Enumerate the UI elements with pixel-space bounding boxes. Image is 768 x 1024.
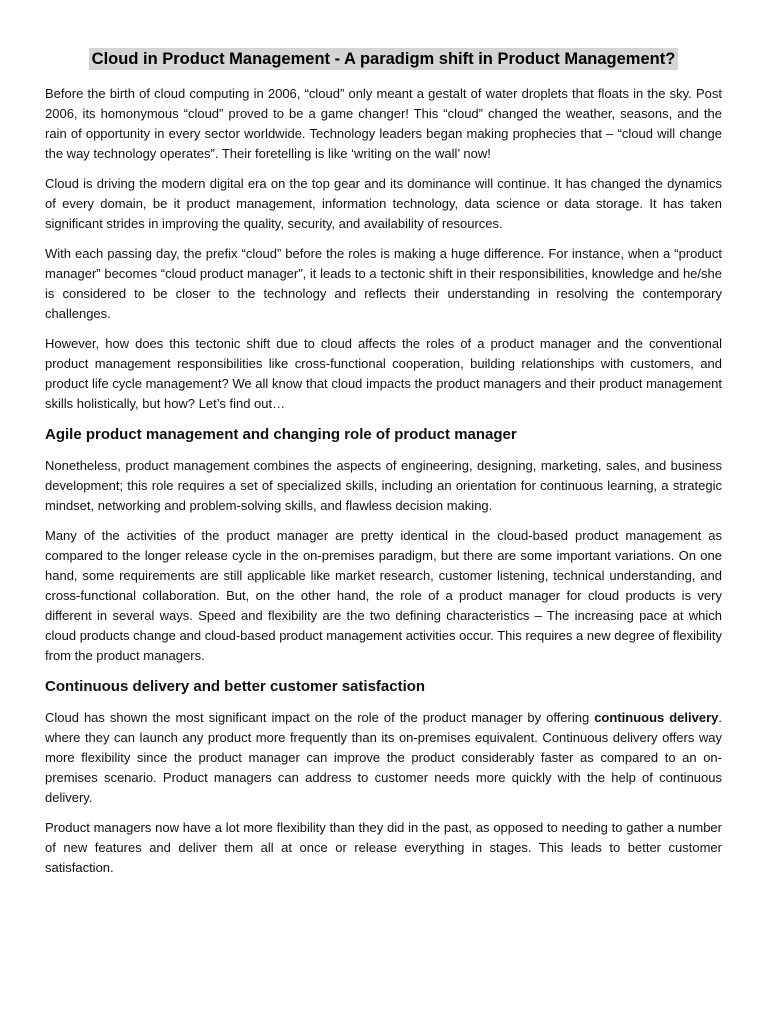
document-title: Cloud in Product Management - A paradigm shift in Product Management? [89,48,679,70]
continuous-delivery-paragraph-2: Product managers now have a lot more flexibility than they did in the past, as opposed to needing to gather a number of new features and deliver them all at once or release everything in stages. This leads to better customer satisfaction. [45,820,722,875]
section-heading-continuous-delivery: Continuous delivery and better customer satisfaction [45,678,426,695]
cd-text-before: Cloud has shown the most significant impact on the role of the product manager by offering [45,710,595,725]
section-heading-agile: Agile product management and changing role of product manager [45,426,517,443]
title-container [45,48,722,70]
intro-paragraph-1: Before the birth of cloud computing in 2006, “cloud” only meant a gestalt of water droplets that floats in the sky. Post 2006, its homonymous “cloud” proved to be a game changer! This “cloud” changed the weather, seasons, and the rain of opportunity in every sector worldwide. Technology leaders began making prophecies that – “cloud will change the way technology operates”. Their foretelling is like ‘writing on the wall’ now! [45,86,722,161]
continuous-delivery-paragraph-1 [45,708,722,808]
cd-text-after: . where they can launch any product more frequently than its on-premises equivalent. Continuous delivery offers way more flexibility since the product manager can improve the product considerably faster as compared to an on-premises scenario. Product managers can address to customer needs more quickly with the help of continuous delivery. [45,710,722,805]
intro-paragraph-4: However, how does this tectonic shift due to cloud affects the roles of a product manager and the conventional product management responsibilities like cross-functional cooperation, building relationships with customers, and product life cycle management? We all know that cloud impacts the product managers and their product management skills holistically, but how? Let’s find out… [45,336,722,411]
intro-paragraph-3: With each passing day, the prefix “cloud” before the roles is making a huge difference. For instance, when a “product manager” becomes “cloud product manager”, it leads to a tectonic shift in their responsibilities, knowledge and he/she is considered to be closer to the technology and reflects their understanding in resolving the contemporary challenges. [45,246,722,321]
cd-bold-term: continuous delivery [594,710,719,725]
agile-paragraph-1: Nonetheless, product management combines the aspects of engineering, designing, marketing, sales, and business development; this role requires a set of specialized skills, including an orientation for continuous learning, a strategic mindset, networking and problem-solving skills, and flawless decision making. [45,458,722,513]
agile-paragraph-2: Many of the activities of the product manager are pretty identical in the cloud-based product management as compared to the longer release cycle in the on-premises paradigm, but there are some important variations. On one hand, some requirements are still applicable like market research, customer listening, technical understanding, and cross-functional collaboration. But, on the other hand, the role of a product manager for cloud products is very different in several ways. Speed and flexibility are the two defining characteristics – The increasing pace at which cloud products change and cloud-based product management activities occur. This requires a new degree of flexibility from the product managers. [45,528,722,663]
intro-paragraph-2: Cloud is driving the modern digital era on the top gear and its dominance will continue. It has changed the dynamics of every domain, be it product management, information technology, data science or data storage. It has taken significant strides in improving the quality, security, and availability of resources. [45,176,722,231]
document-page [45,48,722,888]
